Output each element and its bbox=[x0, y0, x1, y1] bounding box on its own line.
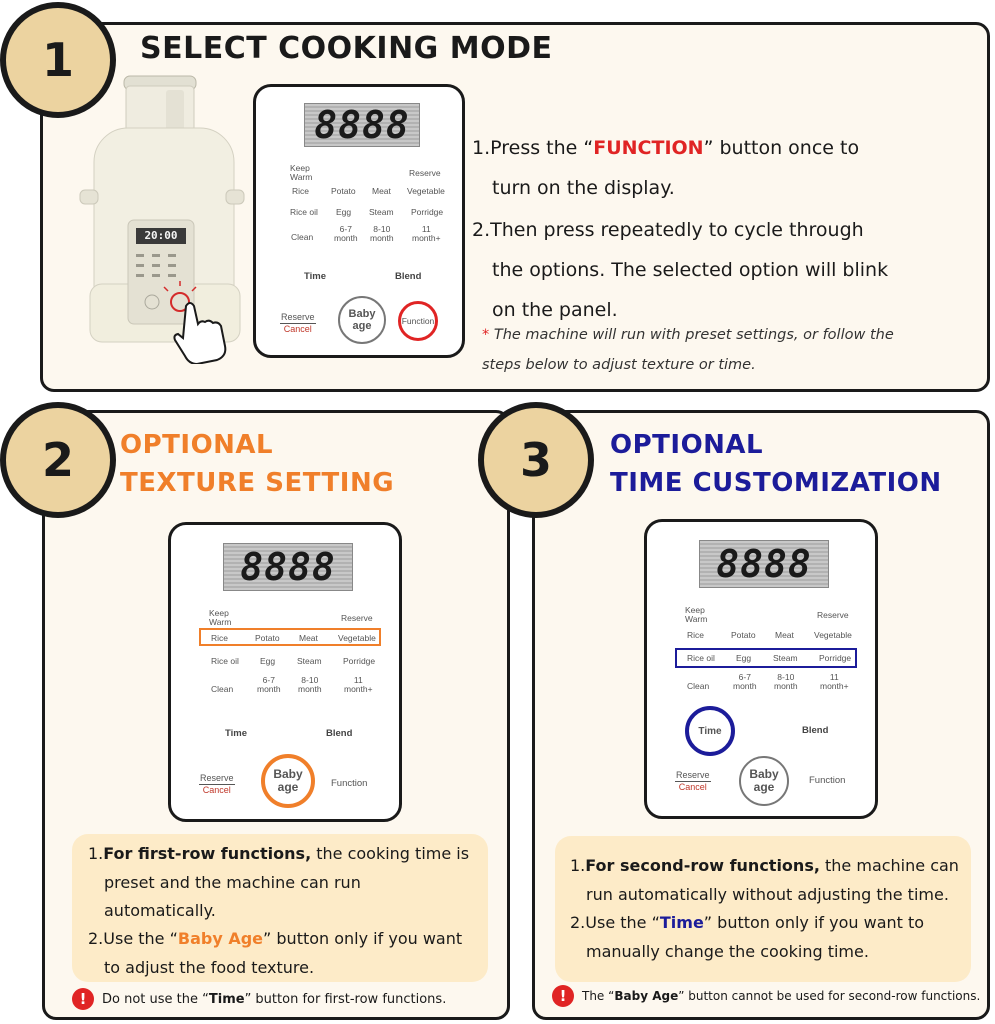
label-reserve: Reserve bbox=[409, 168, 441, 178]
label-vegetable: Vegetable bbox=[814, 630, 852, 640]
label-keep-warm: Keep Warm bbox=[685, 605, 708, 624]
label-steam: Steam bbox=[369, 207, 394, 217]
function-button-label[interactable]: Function bbox=[331, 778, 368, 789]
label-clean: Clean bbox=[687, 681, 710, 691]
time-button-label[interactable]: Time bbox=[304, 271, 327, 282]
label-egg: Egg bbox=[260, 656, 276, 666]
label-reserve: Reserve bbox=[817, 610, 849, 620]
time-button-highlighted[interactable]: Time bbox=[685, 706, 735, 756]
reserve-cancel-button[interactable]: Reserve Cancel bbox=[281, 312, 315, 334]
reserve-cancel-button[interactable]: Reserve Cancel bbox=[676, 770, 710, 792]
baby-age-button[interactable]: Baby age bbox=[739, 756, 789, 806]
label-8-10-month: 8-10 month bbox=[774, 672, 798, 691]
label-porridge: Porridge bbox=[411, 207, 444, 217]
label-vegetable: Vegetable bbox=[338, 633, 376, 643]
label-rice: Rice bbox=[211, 633, 229, 643]
section2-title: OPTIONAL TEXTURE SETTING bbox=[120, 430, 395, 498]
section3-tip-1: 1.For second-row functions, the machine can run automatically without adjusting the time. bbox=[570, 856, 959, 904]
label-11-month: 11 month+ bbox=[412, 224, 441, 243]
function-button-label[interactable]: Function bbox=[809, 775, 846, 786]
label-meat: Meat bbox=[775, 630, 794, 640]
label-keep-warm: Keep Warm bbox=[290, 163, 313, 182]
step-badge-3: 3 bbox=[478, 402, 594, 518]
reserve-cancel-button[interactable]: Reserve Cancel bbox=[200, 773, 234, 795]
label-egg: Egg bbox=[736, 653, 752, 663]
control-panel-3 bbox=[644, 519, 878, 819]
section3-tip-2: 2.Use the “Time” button only if you want to manually change the cooking time. bbox=[570, 913, 925, 961]
label-potato: Potato bbox=[255, 633, 280, 643]
label-6-7-month: 6-7 month bbox=[257, 675, 281, 694]
step-badge-2: 2 bbox=[0, 402, 116, 518]
label-reserve: Reserve bbox=[341, 613, 373, 623]
section1-step-1: 1.Press the “FUNCTION” button once to turn on the display. bbox=[472, 137, 860, 199]
label-rice: Rice bbox=[687, 630, 705, 640]
step-badge-1: 1 bbox=[0, 2, 116, 118]
section3-warning: ! The “Baby Age” button cannot be used for second-row functions. bbox=[552, 985, 980, 1007]
section1-step-2: 2.Then press repeatedly to cycle through the options. The selected option will blink on the panel. bbox=[472, 219, 889, 321]
function-button-highlighted[interactable]: Function bbox=[398, 301, 438, 341]
baby-age-button-highlighted[interactable]: Baby age bbox=[261, 754, 315, 808]
label-rice-oil: Rice oil bbox=[290, 207, 318, 217]
label-meat: Meat bbox=[372, 186, 391, 196]
section3-title: OPTIONAL TIME CUSTOMIZATION bbox=[610, 430, 942, 498]
alert-icon: ! bbox=[72, 988, 94, 1010]
label-clean: Clean bbox=[291, 232, 314, 242]
label-8-10-month: 8-10 month bbox=[370, 224, 394, 243]
control-panel-2 bbox=[168, 522, 402, 822]
label-steam: Steam bbox=[297, 656, 322, 666]
section1-title: SELECT COOKING MODE bbox=[140, 31, 553, 66]
lcd-display: 8888 bbox=[304, 103, 420, 147]
label-6-7-month: 6-7 month bbox=[334, 224, 358, 243]
label-vegetable: Vegetable bbox=[407, 186, 445, 196]
label-potato: Potato bbox=[731, 630, 756, 640]
label-clean: Clean bbox=[211, 684, 234, 694]
label-potato: Potato bbox=[331, 186, 356, 196]
section2-tip-1: 1.For first-row functions, the cooking time is preset and the machine can run automatically. bbox=[88, 844, 470, 920]
time-button-label[interactable]: Time bbox=[225, 728, 248, 739]
label-steam: Steam bbox=[773, 653, 798, 663]
label-rice: Rice bbox=[292, 186, 310, 196]
label-porridge: Porridge bbox=[343, 656, 376, 666]
section2-tip-2: 2.Use the “Baby Age” button only if you want to adjust the food texture. bbox=[88, 929, 463, 977]
blend-button-label[interactable]: Blend bbox=[326, 728, 353, 739]
label-egg: Egg bbox=[336, 207, 352, 217]
blend-button-label[interactable]: Blend bbox=[395, 271, 422, 282]
label-11-month: 11 month+ bbox=[820, 672, 849, 691]
baby-age-button[interactable]: Baby age bbox=[338, 296, 386, 344]
blend-button-label[interactable]: Blend bbox=[802, 725, 829, 736]
control-panel-1 bbox=[253, 84, 465, 358]
label-11-month: 11 month+ bbox=[344, 675, 373, 694]
section2-warning: ! Do not use the “Time” button for first-row functions. bbox=[72, 988, 446, 1010]
label-porridge: Porridge bbox=[819, 653, 852, 663]
label-meat: Meat bbox=[299, 633, 318, 643]
label-keep-warm: Keep Warm bbox=[209, 608, 232, 627]
label-6-7-month: 6-7 month bbox=[733, 672, 757, 691]
label-rice-oil: Rice oil bbox=[211, 656, 239, 666]
device-display-readout: 20:00 bbox=[144, 229, 178, 242]
alert-icon: ! bbox=[552, 985, 574, 1007]
lcd-display: 8888 bbox=[699, 540, 829, 588]
section1-note: * The machine will run with preset settings, or follow the steps below to adjust texture or time. bbox=[482, 327, 894, 373]
label-8-10-month: 8-10 month bbox=[298, 675, 322, 694]
cooker-device-illustration bbox=[76, 72, 256, 364]
label-rice-oil: Rice oil bbox=[687, 653, 715, 663]
lcd-display: 8888 bbox=[223, 543, 353, 591]
